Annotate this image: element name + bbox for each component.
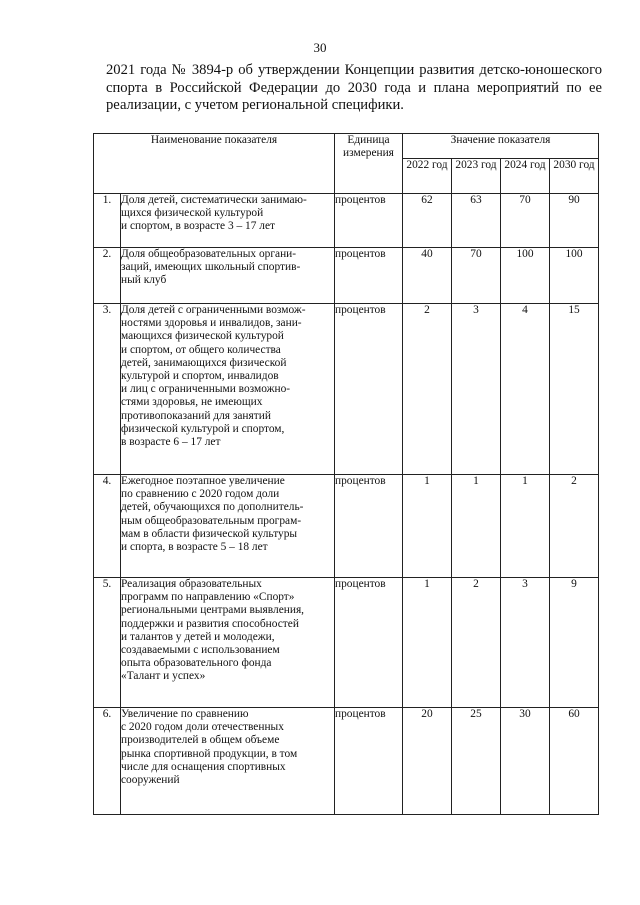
- value-cell: 1: [452, 475, 501, 578]
- value-cell: 70: [452, 248, 501, 304]
- header-name: Наименование показателя: [94, 134, 335, 194]
- indicator-name-line: физической культурой и спортом,: [121, 422, 285, 435]
- indicator-name-line: щихся физической культурой: [121, 207, 264, 220]
- header-row: [94, 134, 599, 159]
- value-cell: 1: [403, 475, 452, 578]
- intro-paragraph: 2021 года № 3894-р об утверждении Концепции развития детско-юношеского спорта в Российской Федерации до 2030 года и плана мероприятий по ее реализации, с учетом региональной специфики.: [106, 62, 602, 114]
- indicator-name-line: и спортом, от общего количества: [121, 343, 281, 356]
- indicator-name-line: и спортом, в возрасте 3 – 17 лет: [121, 220, 275, 233]
- indicator-name-line: детей, занимающихся физической: [121, 356, 287, 369]
- value-cell: 30: [501, 708, 550, 815]
- indicator-name-line: «Талант и успех»: [121, 670, 206, 683]
- indicator-name-line: мающихся физической культурой: [121, 330, 284, 343]
- value-cell: 1: [501, 475, 550, 578]
- indicator-name-line: региональными центрами выявления,: [121, 604, 305, 617]
- header-unit: Единица измерения: [335, 134, 403, 194]
- indicator-name: [121, 194, 335, 248]
- indicator-name: [121, 475, 335, 578]
- indicator-name: [121, 578, 335, 708]
- header-values: Значение показателя: [403, 134, 599, 159]
- value-cell: 60: [550, 708, 599, 815]
- unit-cell: процентов: [335, 194, 403, 248]
- value-cell: 4: [501, 304, 550, 475]
- row-number: 3.: [94, 304, 121, 475]
- indicator-name: [121, 248, 335, 304]
- indicator-name-line: детей, обучающихся по дополнитель-: [121, 501, 304, 514]
- header-year: 2023 год: [452, 159, 501, 194]
- indicator-name-line: поддержки и развития способностей: [121, 617, 299, 630]
- indicator-name-line: по сравнению с 2020 годом доли: [121, 488, 280, 501]
- value-cell: 20: [403, 708, 452, 815]
- indicator-name-line: мам в области физической культуры: [121, 527, 298, 540]
- header-year: 2030 год: [550, 159, 599, 194]
- value-cell: 1: [403, 578, 452, 708]
- value-cell: 2: [403, 304, 452, 475]
- header-year: 2022 год: [403, 159, 452, 194]
- indicator-name-line: Реализация образовательных: [121, 578, 262, 590]
- row-number: 5.: [94, 578, 121, 708]
- table-row: [94, 578, 599, 708]
- unit-cell: процентов: [335, 578, 403, 708]
- indicator-name-line: сооружений: [121, 774, 180, 787]
- value-cell: 3: [501, 578, 550, 708]
- table-row: [94, 248, 599, 304]
- value-cell: 2: [452, 578, 501, 708]
- indicator-name-line: ностями здоровья и инвалидов, зани-: [121, 317, 302, 330]
- table-body: [94, 194, 599, 815]
- value-cell: 100: [501, 248, 550, 304]
- indicator-name-line: Доля детей с ограниченными возмож-: [121, 304, 306, 316]
- row-number: 1.: [94, 194, 121, 248]
- value-cell: 62: [403, 194, 452, 248]
- indicator-name: [121, 708, 335, 815]
- indicator-name-line: программ по направлению «Спорт»: [121, 591, 295, 604]
- indicator-name-line: создаваемыми с использованием: [121, 644, 280, 657]
- indicator-name-line: ным общеобразовательным програм-: [121, 514, 302, 527]
- row-number: 2.: [94, 248, 121, 304]
- value-cell: 25: [452, 708, 501, 815]
- value-cell: 9: [550, 578, 599, 708]
- indicator-name-line: и лиц с ограниченными возможно-: [121, 383, 291, 396]
- header-year: 2024 год: [501, 159, 550, 194]
- value-cell: 63: [452, 194, 501, 248]
- unit-cell: процентов: [335, 475, 403, 578]
- indicator-name-line: культурой и спортом, инвалидов: [121, 370, 279, 383]
- value-cell: 40: [403, 248, 452, 304]
- row-number: 6.: [94, 708, 121, 815]
- indicator-name: [121, 304, 335, 475]
- indicator-name-line: производителей в общем объеме: [121, 734, 280, 747]
- value-cell: 15: [550, 304, 599, 475]
- page-number: 30: [313, 40, 327, 55]
- indicators-table: [93, 133, 599, 815]
- row-number: 4.: [94, 475, 121, 578]
- table-row: [94, 304, 599, 475]
- value-cell: 100: [550, 248, 599, 304]
- indicator-name-line: числе для оснащения спортивных: [121, 760, 286, 773]
- indicator-name-line: рынка спортивной продукции, в том: [121, 747, 298, 760]
- indicator-name-line: Увеличение по сравнению: [121, 708, 249, 720]
- indicator-name-line: Доля общеобразовательных органи-: [121, 248, 297, 260]
- table-row: [94, 708, 599, 815]
- unit-cell: процентов: [335, 708, 403, 815]
- indicator-name-line: Ежегодное поэтапное увеличение: [121, 475, 285, 487]
- indicator-name-line: опыта образовательного фонда: [121, 657, 272, 670]
- indicator-name-line: заций, имеющих школьный спортив-: [121, 261, 301, 274]
- table-row: [94, 194, 599, 248]
- value-cell: 90: [550, 194, 599, 248]
- indicator-name-line: с 2020 годом доли отечественных: [121, 721, 284, 734]
- value-cell: 3: [452, 304, 501, 475]
- indicator-name-line: стями здоровья, не имеющих: [121, 396, 263, 409]
- value-cell: 2: [550, 475, 599, 578]
- indicator-name-line: Доля детей, систематически занимаю-: [121, 194, 307, 206]
- indicator-name-line: и спорта, в возрасте 5 – 18 лет: [121, 541, 268, 554]
- unit-cell: процентов: [335, 248, 403, 304]
- indicator-name-line: ный клуб: [121, 274, 167, 287]
- value-cell: 70: [501, 194, 550, 248]
- indicator-name-line: противопоказаний для занятий: [121, 409, 271, 422]
- indicator-name-line: в возрасте 6 – 17 лет: [121, 436, 221, 449]
- unit-cell: процентов: [335, 304, 403, 475]
- table-row: [94, 475, 599, 578]
- indicator-name-line: и талантов у детей и молодежи,: [121, 630, 275, 643]
